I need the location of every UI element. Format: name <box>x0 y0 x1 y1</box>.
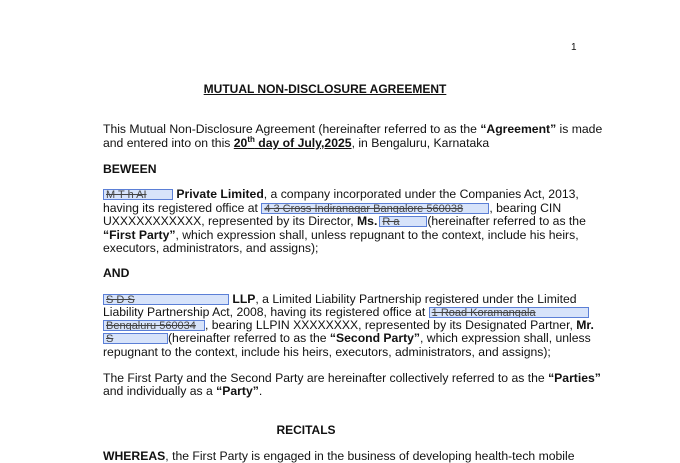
intro-line-1 <box>103 122 602 136</box>
party-term: “Party” <box>216 384 259 398</box>
and-heading: AND <box>103 266 130 280</box>
whereas-term: WHEREAS <box>103 449 166 463</box>
first-party-text: , bearing CIN <box>489 201 562 215</box>
intro-line-2 <box>103 136 489 150</box>
intro-text: is made <box>556 122 603 136</box>
first-party-text: , a company incorporated under the Companies Act, 2013, <box>263 187 579 201</box>
whereas-line <box>103 449 575 463</box>
redaction-mark: Bengaluru 560034 <box>103 320 205 331</box>
agreement-date: 20th day of July,2025 <box>233 134 352 150</box>
partner-title: Mr. <box>576 318 594 332</box>
recitals-heading: RECITALS <box>276 423 336 437</box>
redaction-mark: 1 Road Koramangala <box>429 307 589 318</box>
page-number: 1 <box>571 42 577 53</box>
first-party-line-3 <box>103 214 586 228</box>
first-party-text: (hereinafter referred to as the <box>427 214 586 228</box>
second-party-line-2 <box>103 305 589 319</box>
parties-text: . <box>258 384 263 398</box>
second-party-text: , which expression shall, unless <box>420 331 591 345</box>
second-party-text: , a Limited Liability Partnership registered under the Limited <box>255 292 577 306</box>
document-title: MUTUAL NON-DISCLOSURE AGREEMENT <box>203 82 447 96</box>
redaction-mark: M T h AI <box>103 189 173 200</box>
redaction-mark: 4 3 Cross Indiranagar Bangalore 560038 <box>261 203 489 214</box>
first-party-line-5: executors, administrators, and assigns); <box>103 241 319 255</box>
agreement-term: “Agreement” <box>480 122 557 136</box>
second-party-line-1 <box>103 292 577 306</box>
between-heading: BEWEEN <box>103 162 157 176</box>
second-party-text: (hereinafter referred to as the <box>168 331 330 345</box>
redaction-mark: S <box>103 333 168 344</box>
parties-text: and individually as a <box>103 384 217 398</box>
parties-term: “Parties” <box>548 371 601 385</box>
parties-line-2 <box>103 384 262 398</box>
first-party-line-1 <box>103 187 579 201</box>
intro-text: This Mutual Non-Disclosure Agreement (hereinafter referred to as the <box>103 122 481 136</box>
first-party-text: having its registered office at <box>103 201 262 215</box>
first-party-text: UXXXXXXXXXXX, represented by its Director, <box>103 214 358 228</box>
first-party-line-2 <box>103 201 561 215</box>
parties-line-1 <box>103 371 601 385</box>
second-party-name: LLP <box>229 292 256 306</box>
first-party-term: “First Party” <box>103 228 176 242</box>
parties-text: The First Party and the Second Party are hereinafter collectively referred to as the <box>103 371 549 385</box>
second-party-line-4 <box>103 331 591 345</box>
first-party-text: , which expression shall, unless repugnant to the context, include his heirs, <box>175 228 579 242</box>
first-party-line-4 <box>103 228 579 242</box>
intro-text: , in Bengaluru, Karnataka <box>351 136 490 150</box>
first-party-name: Private Limited <box>173 187 264 201</box>
whereas-text: , the First Party is engaged in the business of developing health-tech mobile <box>165 449 575 463</box>
second-party-line-3 <box>103 318 594 332</box>
redaction-mark: R a <box>379 216 427 227</box>
second-party-text: , bearing LLPIN XXXXXXXX, represented by its Designated Partner, <box>205 318 577 332</box>
second-party-line-5: repugnant to the context, include his heirs, executors, administrators, and assigns); <box>103 345 551 359</box>
director-title: Ms. <box>357 214 378 228</box>
intro-text: and entered into on this <box>103 136 234 150</box>
second-party-term: “Second Party” <box>329 331 421 345</box>
second-party-text: Liability Partnership Act, 2008, having its registered office at <box>103 305 429 319</box>
redaction-mark: S D S <box>103 294 229 305</box>
